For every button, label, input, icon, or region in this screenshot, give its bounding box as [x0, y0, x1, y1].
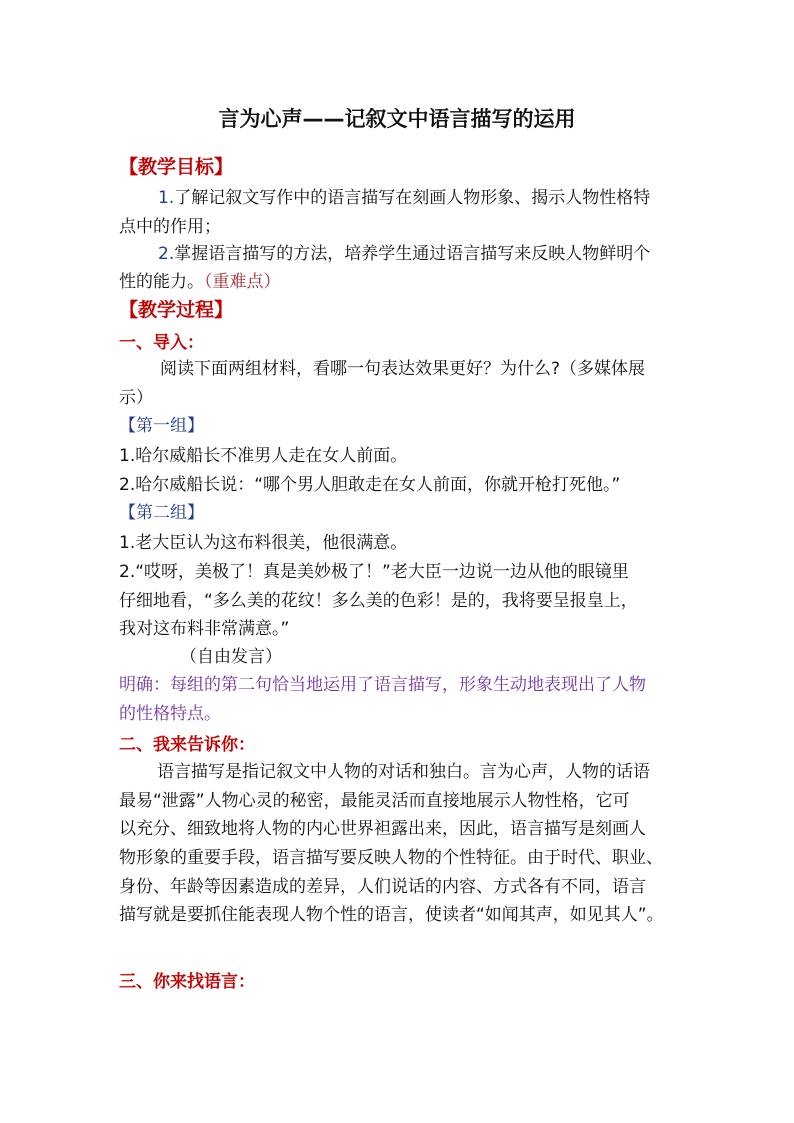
group-2-item-2-line-1: 2.“哎呀，美极了！真是美妙极了！”老大臣一边说一边从他的眼镜里: [119, 562, 629, 582]
group-1-item-2: 2.哈尔威船长说：“哪个男人胆敢走在女人前面，你就开枪打死他。”: [119, 475, 621, 495]
document-title: 言为心声——记叙文中语言描写的运用: [218, 107, 576, 131]
goal-1-line-2: 点中的作用；: [119, 217, 221, 237]
group-1-label: 【第一组】: [119, 416, 204, 436]
key-difficulty-note: （重难点）: [204, 272, 281, 292]
group-1-item-1: 1.哈尔威船长不准男人走在女人前面。: [119, 446, 408, 466]
clarify-line-1: 明确：每组的第二句恰当地运用了语言描写，形象生动地表现出了人物: [119, 675, 646, 695]
explain-line-5: 身份、年龄等因素造成的差异，人们说话的内容、方式各有不同，语言: [119, 877, 646, 897]
goal-2-line-2: [119, 270, 281, 294]
goal-2-number: 2.: [158, 244, 175, 264]
goal-2-line-1: [158, 242, 650, 266]
clarify-line-2: 的性格特点。: [119, 704, 221, 724]
goal-1-line-1: [158, 186, 650, 210]
section-3-heading: 三、你来找语言：: [119, 972, 255, 992]
explain-line-3: 以充分、细致地将人物的内心世界袒露出来，因此，语言描写是刻画人: [119, 819, 646, 839]
section-1-heading: 一、导入：: [119, 333, 204, 353]
goals-heading: 【教学目标】: [119, 156, 234, 178]
intro-line-1: 阅读下面两组材料，看哪一句表达效果更好？为什么?（多媒体展: [160, 359, 646, 379]
free-talk-note: （自由发言）: [180, 647, 282, 667]
group-2-item-1: 1.老大臣认为这布料很美，他很满意。: [119, 533, 408, 553]
goal-1-number: 1.: [158, 188, 175, 208]
group-2-label: 【第二组】: [119, 503, 204, 523]
goal-1-text: 了解记叙文写作中的语言描写在刻画人物形象、揭示人物性格特: [174, 188, 651, 208]
explain-line-2: 最易“泄露”人物心灵的秘密，最能灵活而直接地展示人物性格，它可: [119, 791, 630, 811]
explain-line-6: 描写就是要抓住能表现人物个性的语言，使读者“如闻其声，如见其人”。: [119, 905, 664, 925]
goal-2-text-end: 性的能力。: [119, 272, 204, 292]
explain-line-1: 语言描写是指记叙文中人物的对话和独白。言为心声，人物的话语: [157, 762, 650, 782]
intro-line-2: 示）: [119, 388, 153, 408]
group-2-item-2-line-2: 仔细地看，“多么美的花纹！多么美的色彩！是的，我将要呈报皇上，: [119, 591, 638, 611]
process-heading: 【教学过程】: [119, 299, 234, 321]
goal-2-text: 掌握语言描写的方法，培养学生通过语言描写来反映人物鲜明个: [174, 244, 651, 264]
group-2-item-2-line-3: 我对这布料非常满意。”: [119, 619, 290, 639]
explain-line-4: 物形象的重要手段，语言描写要反映人物的个性特征。由于时代、职业、: [119, 848, 663, 868]
section-2-heading: 二、我来告诉你：: [119, 735, 255, 755]
